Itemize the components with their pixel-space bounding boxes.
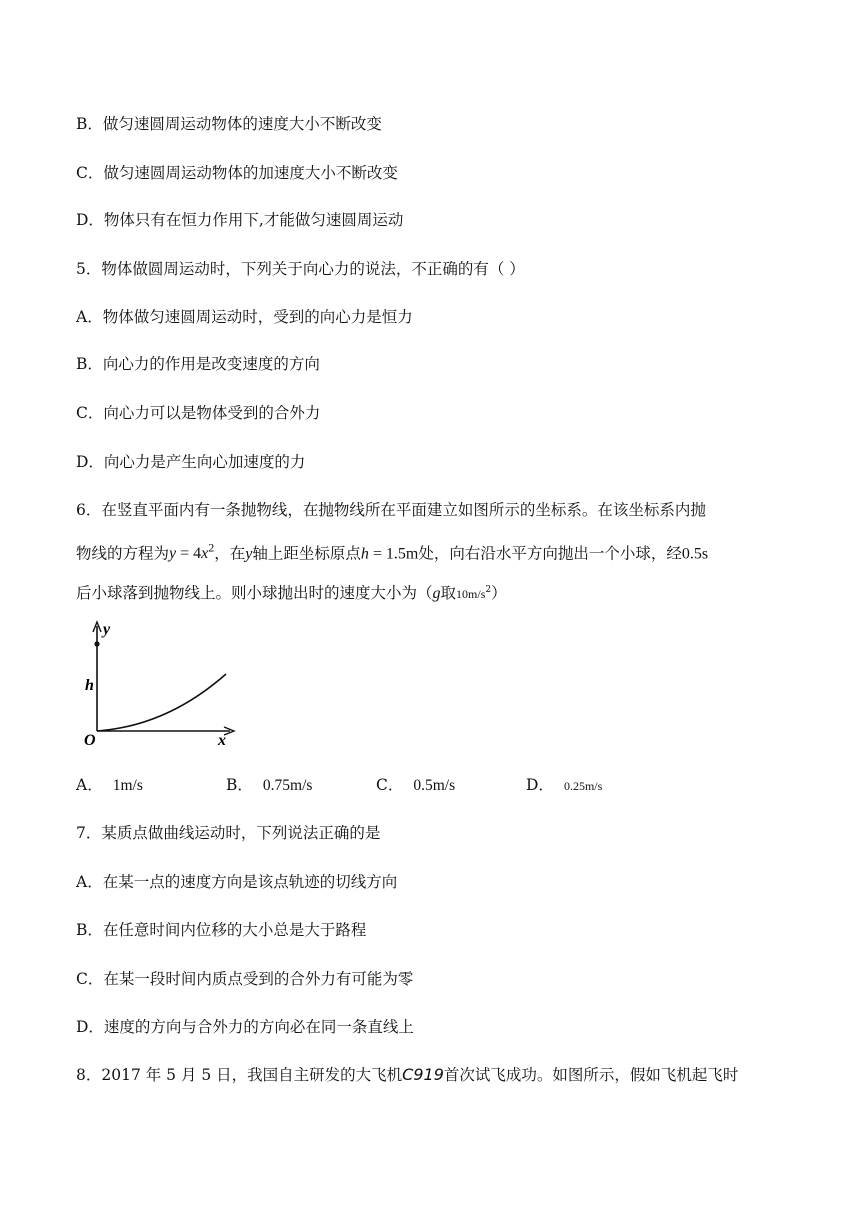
q6-option-c: C． 0.5m/s xyxy=(376,776,456,794)
q4-option-b: B．做匀速圆周运动物体的速度大小不断改变 xyxy=(76,115,382,133)
launch-point xyxy=(94,641,99,646)
h-label: h xyxy=(85,677,94,694)
q7-option-c: C．在某一段时间内质点受到的合外力有可能为零 xyxy=(76,970,414,988)
parabola-coordinate-graph xyxy=(82,618,247,750)
origin-label: O xyxy=(84,732,96,749)
q7-option-a: A．在某一点的速度方向是该点轨迹的切线方向 xyxy=(76,873,398,891)
q6-stem-line1: 6．在竖直平面内有一条抛物线，在抛物线所在平面建立如图所示的坐标系。在该坐标系内抛 xyxy=(76,501,706,519)
q6-option-a: A． 1m/s xyxy=(76,776,143,794)
q5-stem: 5．物体做圆周运动时，下列关于向心力的说法，不正确的有（ ） xyxy=(76,260,525,278)
q7-option-b: B．在任意时间内位移的大小总是大于路程 xyxy=(76,921,367,939)
plane-model: C919 xyxy=(402,1065,444,1084)
q6-stem-line3: 后小球落到抛物线上。则小球抛出时的速度大小为（g取$10m/s^2$） xyxy=(76,584,507,602)
parabola-curve xyxy=(97,674,226,731)
q5-option-d: D．向心力是产生向心加速度的力 xyxy=(76,453,306,471)
q6-option-d: D． 0.25m/s xyxy=(526,776,603,794)
q5-option-b: B．向心力的作用是改变速度的方向 xyxy=(76,355,320,373)
q5-option-a: A．物体做匀速圆周运动时，受到的向心力是恒力 xyxy=(76,308,413,326)
q6-stem-line2: 物线的方程为$y = 4x^2$，在y轴上距坐标原点h = 1.5m处，向右沿水平方向抛出一个小球，经0.5s xyxy=(76,541,709,563)
q7-stem: 7．某质点做曲线运动时，下列说法正确的是 xyxy=(76,824,381,842)
q6-option-b: B． 0.75m/s xyxy=(226,776,313,794)
q4-option-d: D．物体只有在恒力作用下,才能做匀速圆周运动 xyxy=(76,211,404,229)
q4-option-c: C．做匀速圆周运动物体的加速度大小不断改变 xyxy=(76,164,398,182)
parabola-equation: $y = 4x^2$ xyxy=(169,541,215,563)
q5-option-c: C．向心力可以是物体受到的合外力 xyxy=(76,404,321,422)
x-axis-label: x xyxy=(218,732,226,749)
q8-stem: 8．2017 年 5 月 5 日，我国自主研发的大飞机C919首次试飞成功。如图所示，假如飞机起飞时 xyxy=(76,1065,739,1084)
q7-option-d: D．速度的方向与合外力的方向必在同一条直线上 xyxy=(76,1018,414,1036)
q6-options xyxy=(76,773,696,797)
y-axis-label: y xyxy=(103,621,111,638)
